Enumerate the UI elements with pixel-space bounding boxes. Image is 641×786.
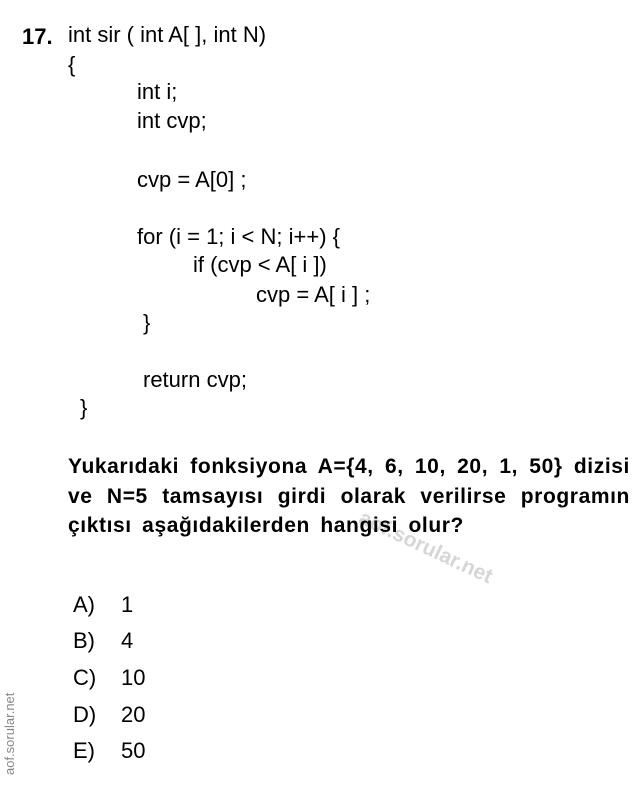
code-line: int cvp; (137, 108, 207, 133)
code-line: if (cvp < A[ i ]) (193, 252, 327, 277)
option-d-value: 20 (121, 702, 146, 727)
option-a-value: 1 (121, 592, 134, 617)
option-e-letter: E) (73, 738, 95, 763)
code-line: } (80, 395, 88, 420)
code-line: int i; (137, 79, 178, 104)
code-line: return cvp; (143, 367, 247, 392)
code-line: cvp = A[0] ; (137, 167, 247, 192)
code-line: { (68, 52, 76, 77)
option-a-letter: A) (73, 592, 95, 617)
option-c-letter: C) (73, 665, 97, 690)
code-line: cvp = A[ i ] ; (256, 282, 371, 307)
code-line: } (143, 310, 151, 335)
question-number: 17. (22, 24, 53, 49)
option-d-letter: D) (73, 702, 97, 727)
watermark: aof.sorular.net (355, 506, 497, 589)
code-line: int sir ( int A[ ], int N) (68, 22, 267, 47)
option-e-value: 50 (121, 738, 146, 763)
question-text: Yukarıdaki fonksiyona A={4, 6, 10, 20, 1, 50} dizisi ve N=5 tamsayısı girdi olarak verilirse programın çıktısı aşağıdakilerden hangisi olur? (68, 455, 630, 537)
code-line: for (i = 1; i < N; i++) { (137, 224, 340, 249)
side-label: aof.sorular.net (2, 692, 17, 775)
option-b-value: 4 (121, 628, 134, 653)
option-b-letter: B) (73, 628, 95, 653)
option-c-value: 10 (121, 665, 146, 690)
